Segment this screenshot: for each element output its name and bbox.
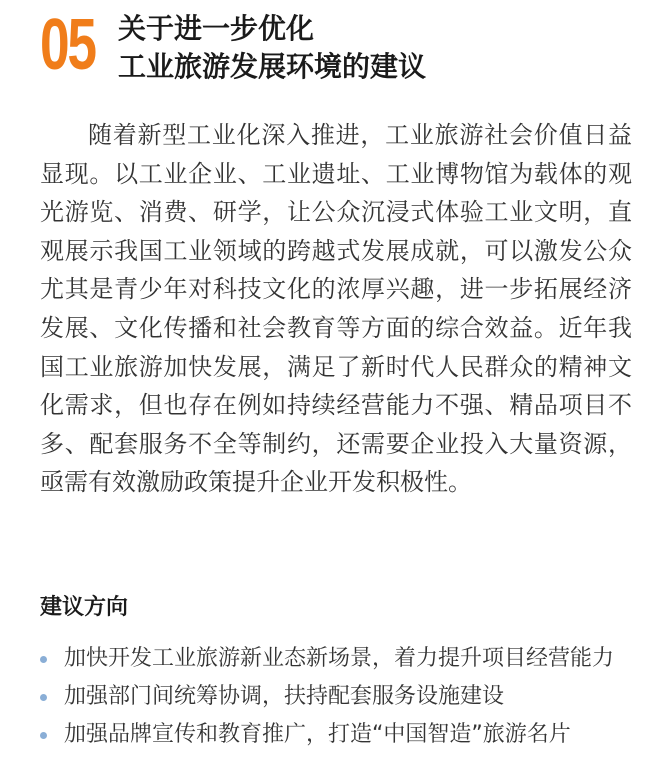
list-item bbox=[40, 640, 640, 678]
list-item bbox=[40, 678, 640, 716]
bullet-dot-icon bbox=[40, 656, 47, 663]
body-paragraph: 随着新型工业化深入推进，工业旅游社会价值日益显现。以工业企业、工业遗址、工业博物馆为载体的观光游览、消费、研学，让公众沉浸式体验工业文明，直观展示我国工业领域的跨越式发展成就，可以激发公众尤其是青少年对科技文化的浓厚兴趣，进一步拓展经济发展、文化传播和社会教育等方面的综合效益。近年我国工业旅游加快发展，满足了新时代人民群众的精神文化需求，但也存在例如持续经营能力不强、精品项目不多、配套服务不全等制约，还需要企业投入大量资源，亟需有效激励政策提升企业开发积极性。 bbox=[40, 121, 632, 497]
list-item-text: 加强品牌宣传和教育推广，打造“中国智造”旅游名片 bbox=[64, 722, 571, 747]
section-number: 05 bbox=[40, 5, 95, 85]
list-item-text: 加强部门间统筹协调，扶持配套服务设施建设 bbox=[64, 684, 505, 709]
section-title-line-2: 工业旅游发展环境的建议 bbox=[118, 50, 427, 83]
list-item-text: 加快开发工业旅游新业态新场景，着力提升项目经营能力 bbox=[64, 646, 615, 671]
list-item bbox=[40, 716, 640, 754]
bullet-dot-icon bbox=[40, 732, 47, 739]
directions-list bbox=[40, 640, 640, 754]
section-title bbox=[118, 10, 426, 86]
bullet-dot-icon bbox=[40, 694, 47, 701]
section-title-line-1: 关于进一步优化 bbox=[118, 12, 315, 45]
section-header bbox=[40, 5, 640, 85]
directions-heading: 建议方向 bbox=[40, 595, 129, 620]
